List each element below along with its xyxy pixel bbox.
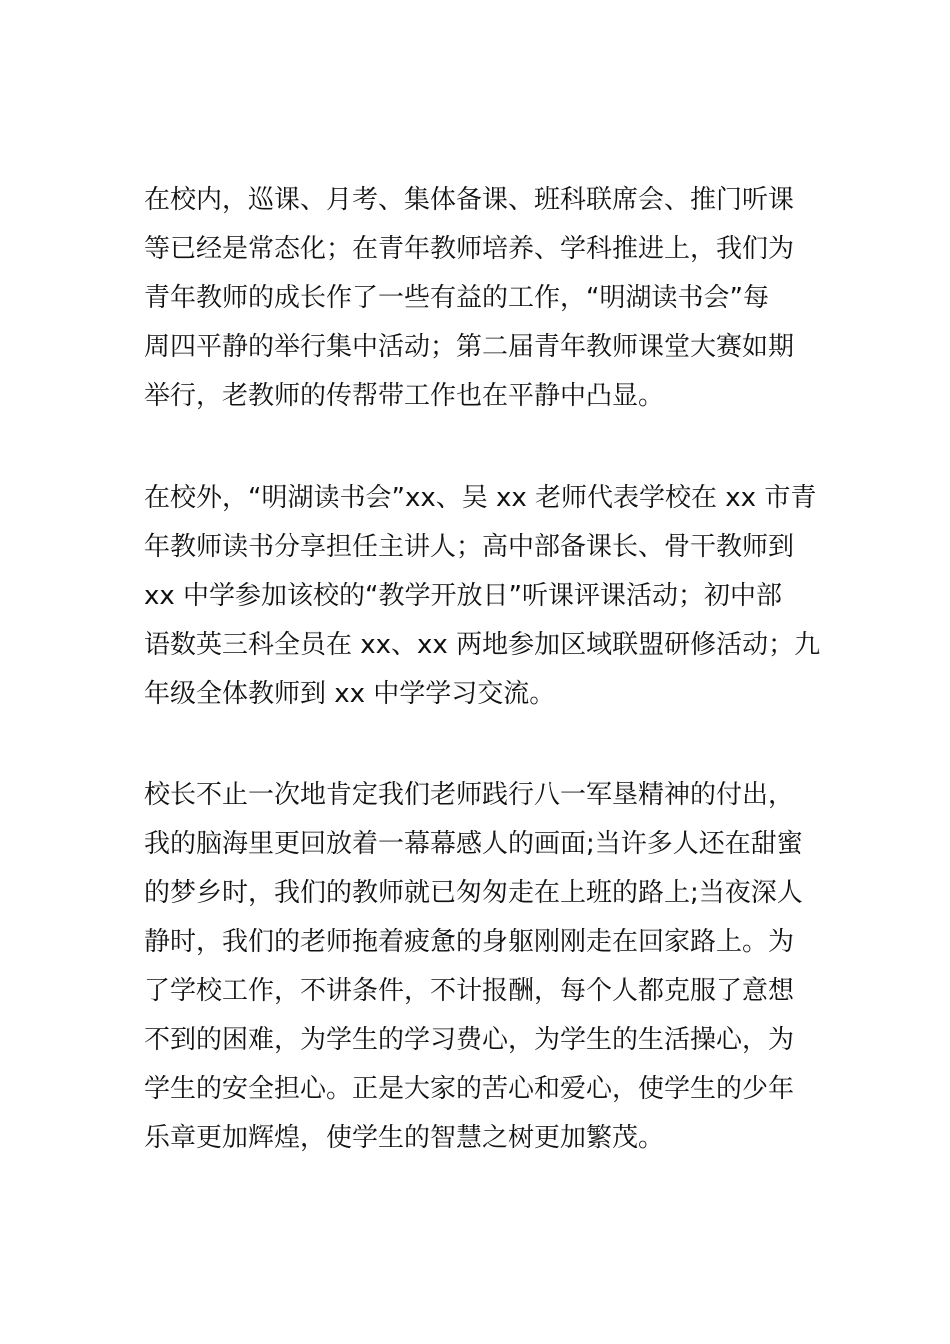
text-line: 举行，老教师的传帮带工作也在平静中凸显。 — [144, 381, 665, 411]
text-line: 青年教师的成长作了一些有益的工作，“明湖读书会”每 — [144, 283, 769, 313]
text-line: 我的脑海里更回放着一幕幕感人的画面;当许多人还在甜蜜 — [144, 829, 803, 859]
text-line: 校长不止一次地肯定我们老师践行八一军垦精神的付出， — [144, 780, 795, 810]
text-line: 在校内，巡课、月考、集体备课、班科联席会、推门听课 — [144, 185, 795, 215]
paragraph-on-campus — [144, 176, 794, 421]
text-line: 等已经是常态化；在青年教师培养、学科推进上，我们为 — [144, 234, 795, 264]
paragraph-principal-praise — [144, 771, 803, 1163]
text-line: 静时，我们的老师拖着疲惫的身躯刚刚走在回家路上。为 — [144, 927, 795, 957]
text-line: 周四平静的举行集中活动；第二届青年教师课堂大赛如期 — [144, 332, 795, 362]
text-line: 乐章更加辉煌，使学生的智慧之树更加繁茂。 — [144, 1123, 665, 1153]
text-line: 语数英三科全员在 xx、xx 两地参加区域联盟研修活动；九 — [144, 630, 821, 660]
text-line: 年级全体教师到 xx 中学学习交流。 — [144, 679, 556, 709]
paragraph-off-campus — [144, 474, 820, 719]
text-line: 在校外，“明湖读书会”xx、吴 xx 老师代表学校在 xx 市青 — [144, 483, 817, 513]
text-line: xx 中学参加该校的“教学开放日”听课评课活动；初中部 — [144, 581, 782, 611]
text-line: 学生的安全担心。正是大家的苦心和爱心，使学生的少年 — [144, 1074, 795, 1104]
text-line: 的梦乡时，我们的教师就已匆匆走在上班的路上;当夜深人 — [144, 878, 803, 908]
text-line: 不到的困难，为学生的学习费心，为学生的生活操心，为 — [144, 1025, 795, 1055]
text-line: 了学校工作，不讲条件，不计报酬，每个人都克服了意想 — [144, 976, 795, 1006]
text-line: 年教师读书分享担任主讲人；高中部备课长、骨干教师到 — [144, 532, 795, 562]
